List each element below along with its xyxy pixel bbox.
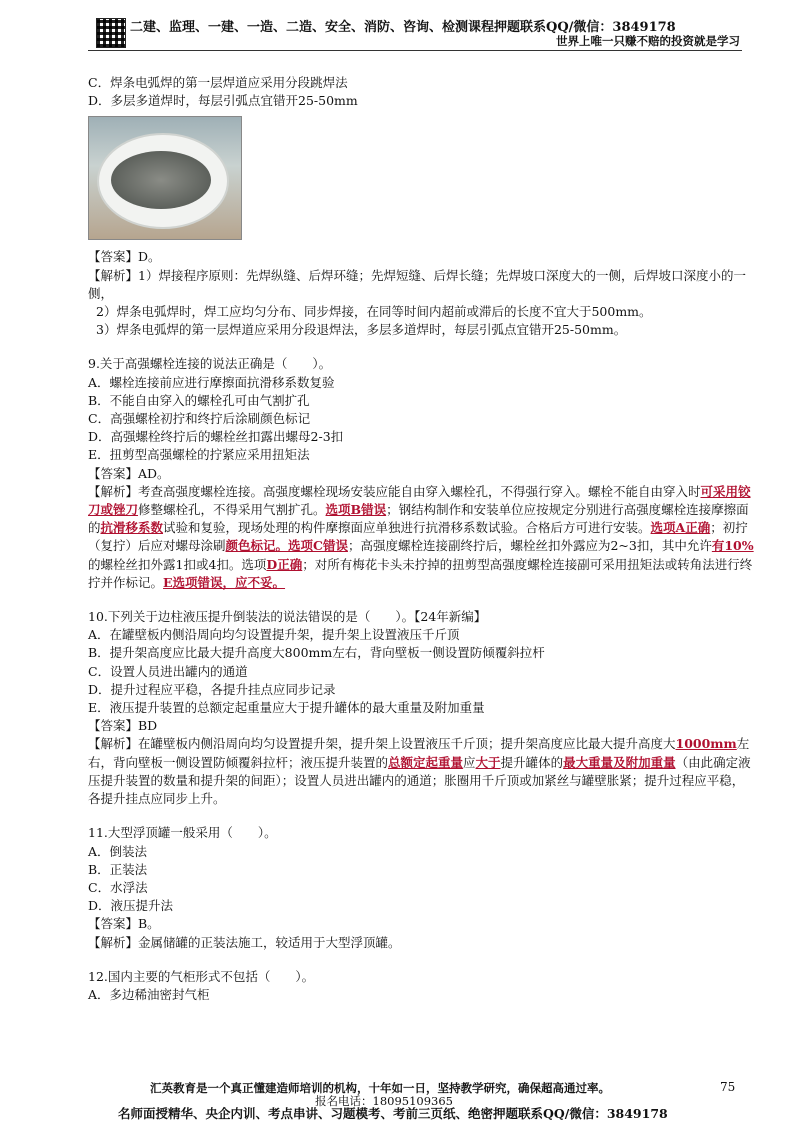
q11-answer: 【答案】B。: [88, 916, 160, 932]
q8-option-d: D．多层多道焊时，每层引弧点宜错开25-50mm: [88, 93, 358, 109]
tank-floor: [111, 151, 211, 209]
document-body: [88, 74, 754, 1004]
q9-option-b: B．不能自由穿入的螺栓孔可由气割扩孔: [88, 392, 310, 408]
q10-explanation: 【解析】在罐壁板内侧沿周向均匀设置提升架，提升架上设置液压千斤顶；提升架高度应比最大提升高度大1000mm左右，背向壁板一侧设置防倾覆斜拉杆；液压提升装置的总额定起重量应大于提升罐体的最大重量及附加重量（由此确定液压提升装置的数量和提升架的间距）；设置人员进出罐内的通道；胀圈用千斤顶或加紧丝与罐壁胀紧；提升过程应平稳，各提升挂点应同步上升。: [88, 736, 751, 807]
q12-option-a: A．多边稀油密封气柜: [88, 986, 210, 1002]
footer-phone: 报名电话：18095109365: [315, 1094, 453, 1108]
header-contact-line: 二建、监理、一建、一造、二造、安全、消防、咨询、检测课程押题联系QQ/微信：3849178: [130, 20, 676, 35]
page-number: 75: [720, 1080, 736, 1094]
tank-photo: [88, 116, 242, 240]
q9-explanation: 【解析】考查高强度螺栓连接。高强度螺栓现场安装应能自由穿入螺栓孔，不得强行穿入。螺栓不能自由穿入时可采用铰刀或锉刀修整螺栓孔，不得采用气割扩孔。选项B错误；钢结构制作和安装单位应按规定分别进行高强度螺栓连接摩擦面的抗滑移系数试验和复验，现场处理的构件摩擦面应单独进行抗滑移系数试验。合格后方可进行安装。选项A正确；初拧（复拧）后应对螺母涂刷颜色标记。选项C错误；高强度螺栓连接副终拧后，螺栓丝扣外露应为2~3扣，其中允许有10%的螺栓丝扣外露1扣或4扣。选项D正确；对所有梅花卡头未拧掉的扭剪型高强度螺栓连接副可采用扭矩法或转角法进行终拧并作标记。E选项错误，应不妥。: [88, 483, 754, 590]
q12-stem: 12.国内主要的气柜形式不包括（ ）。: [88, 968, 315, 984]
q8-explanation-1: 【解析】1）焊接程序原则：先焊纵缝、后焊环缝；先焊短缝、后焊长缝；先焊坡口深度大的一侧，后焊坡口深度小的一侧，: [88, 267, 746, 301]
q8-answer: 【答案】D。: [88, 249, 161, 265]
q10-answer: 【答案】BD: [88, 718, 158, 734]
q8-option-c: C．焊条电弧焊的第一层焊道应采用分段跳焊法: [88, 75, 348, 90]
q9-option-c: C．高强螺栓初拧和终拧后涂刷颜色标记: [88, 411, 311, 427]
header-qr-code: [96, 18, 126, 48]
q9-option-e: E．扭剪型高强螺栓的拧紧应采用扭矩法: [88, 447, 310, 463]
q11-explanation: 【解析】金属储罐的正装法施工，较适用于大型浮顶罐。: [88, 934, 401, 950]
q9-option-a: A．螺栓连接前应进行摩擦面抗滑移系数复验: [88, 374, 335, 390]
q8-explanation-2: 2）焊条电弧焊时，焊工应均匀分布、同步焊接，在同等时间内超前或滞后的长度不宜大于500mm。: [96, 304, 652, 320]
q8-explanation-3: 3）焊条电弧焊的第一层焊道应采用分段退焊法，多层多道焊时，每层引弧点宜错开25-50mm。: [96, 322, 627, 338]
header-rule: [88, 50, 742, 51]
q10-option-c: C．设置人员进出罐内的通道: [88, 663, 248, 679]
footer-contact-line: 名师面授精华、央企内训、考点串讲、习题模考、考前三页纸、绝密押题联系QQ/微信：3849178: [118, 1106, 668, 1121]
q10-option-e: E．液压提升装置的总额定起重量应大于提升罐体的最大重量及附加重量: [88, 700, 485, 716]
q10-option-d: D．提升过程应平稳，各提升挂点应同步记录: [88, 681, 336, 697]
q11-option-d: D．液压提升法: [88, 898, 174, 914]
header-slogan: 世界上唯一只赚不赔的投资就是学习: [556, 34, 740, 48]
q11-option-b: B．正装法: [88, 861, 148, 877]
q9-stem: 9.关于高强螺栓连接的说法正确是（ ）。: [88, 356, 332, 372]
q11-option-a: A．倒装法: [88, 843, 148, 859]
q10-option-b: B．提升架高度应比最大提升高度大800mm左右，背向壁板一侧设置防倾覆斜拉杆: [88, 645, 545, 661]
q9-option-d: D．高强螺栓终拧后的螺栓丝扣露出螺母2-3扣: [88, 429, 344, 445]
footer-slogan: 汇英教育是一个真正懂建造师培训的机构，十年如一日，坚持教学研究，确保超高通过率。: [150, 1081, 610, 1095]
q11-stem: 11.大型浮顶罐一般采用（ ）。: [88, 825, 277, 841]
q9-answer: 【答案】AD。: [88, 465, 170, 481]
q10-stem: 10.下列关于边柱液压提升倒装法的说法错误的是（ ）。【24年新编】: [88, 609, 487, 625]
q11-option-c: C．水浮法: [88, 879, 148, 895]
q10-option-a: A．在罐壁板内侧沿周向均匀设置提升架，提升架上设置液压千斤顶: [88, 627, 460, 643]
